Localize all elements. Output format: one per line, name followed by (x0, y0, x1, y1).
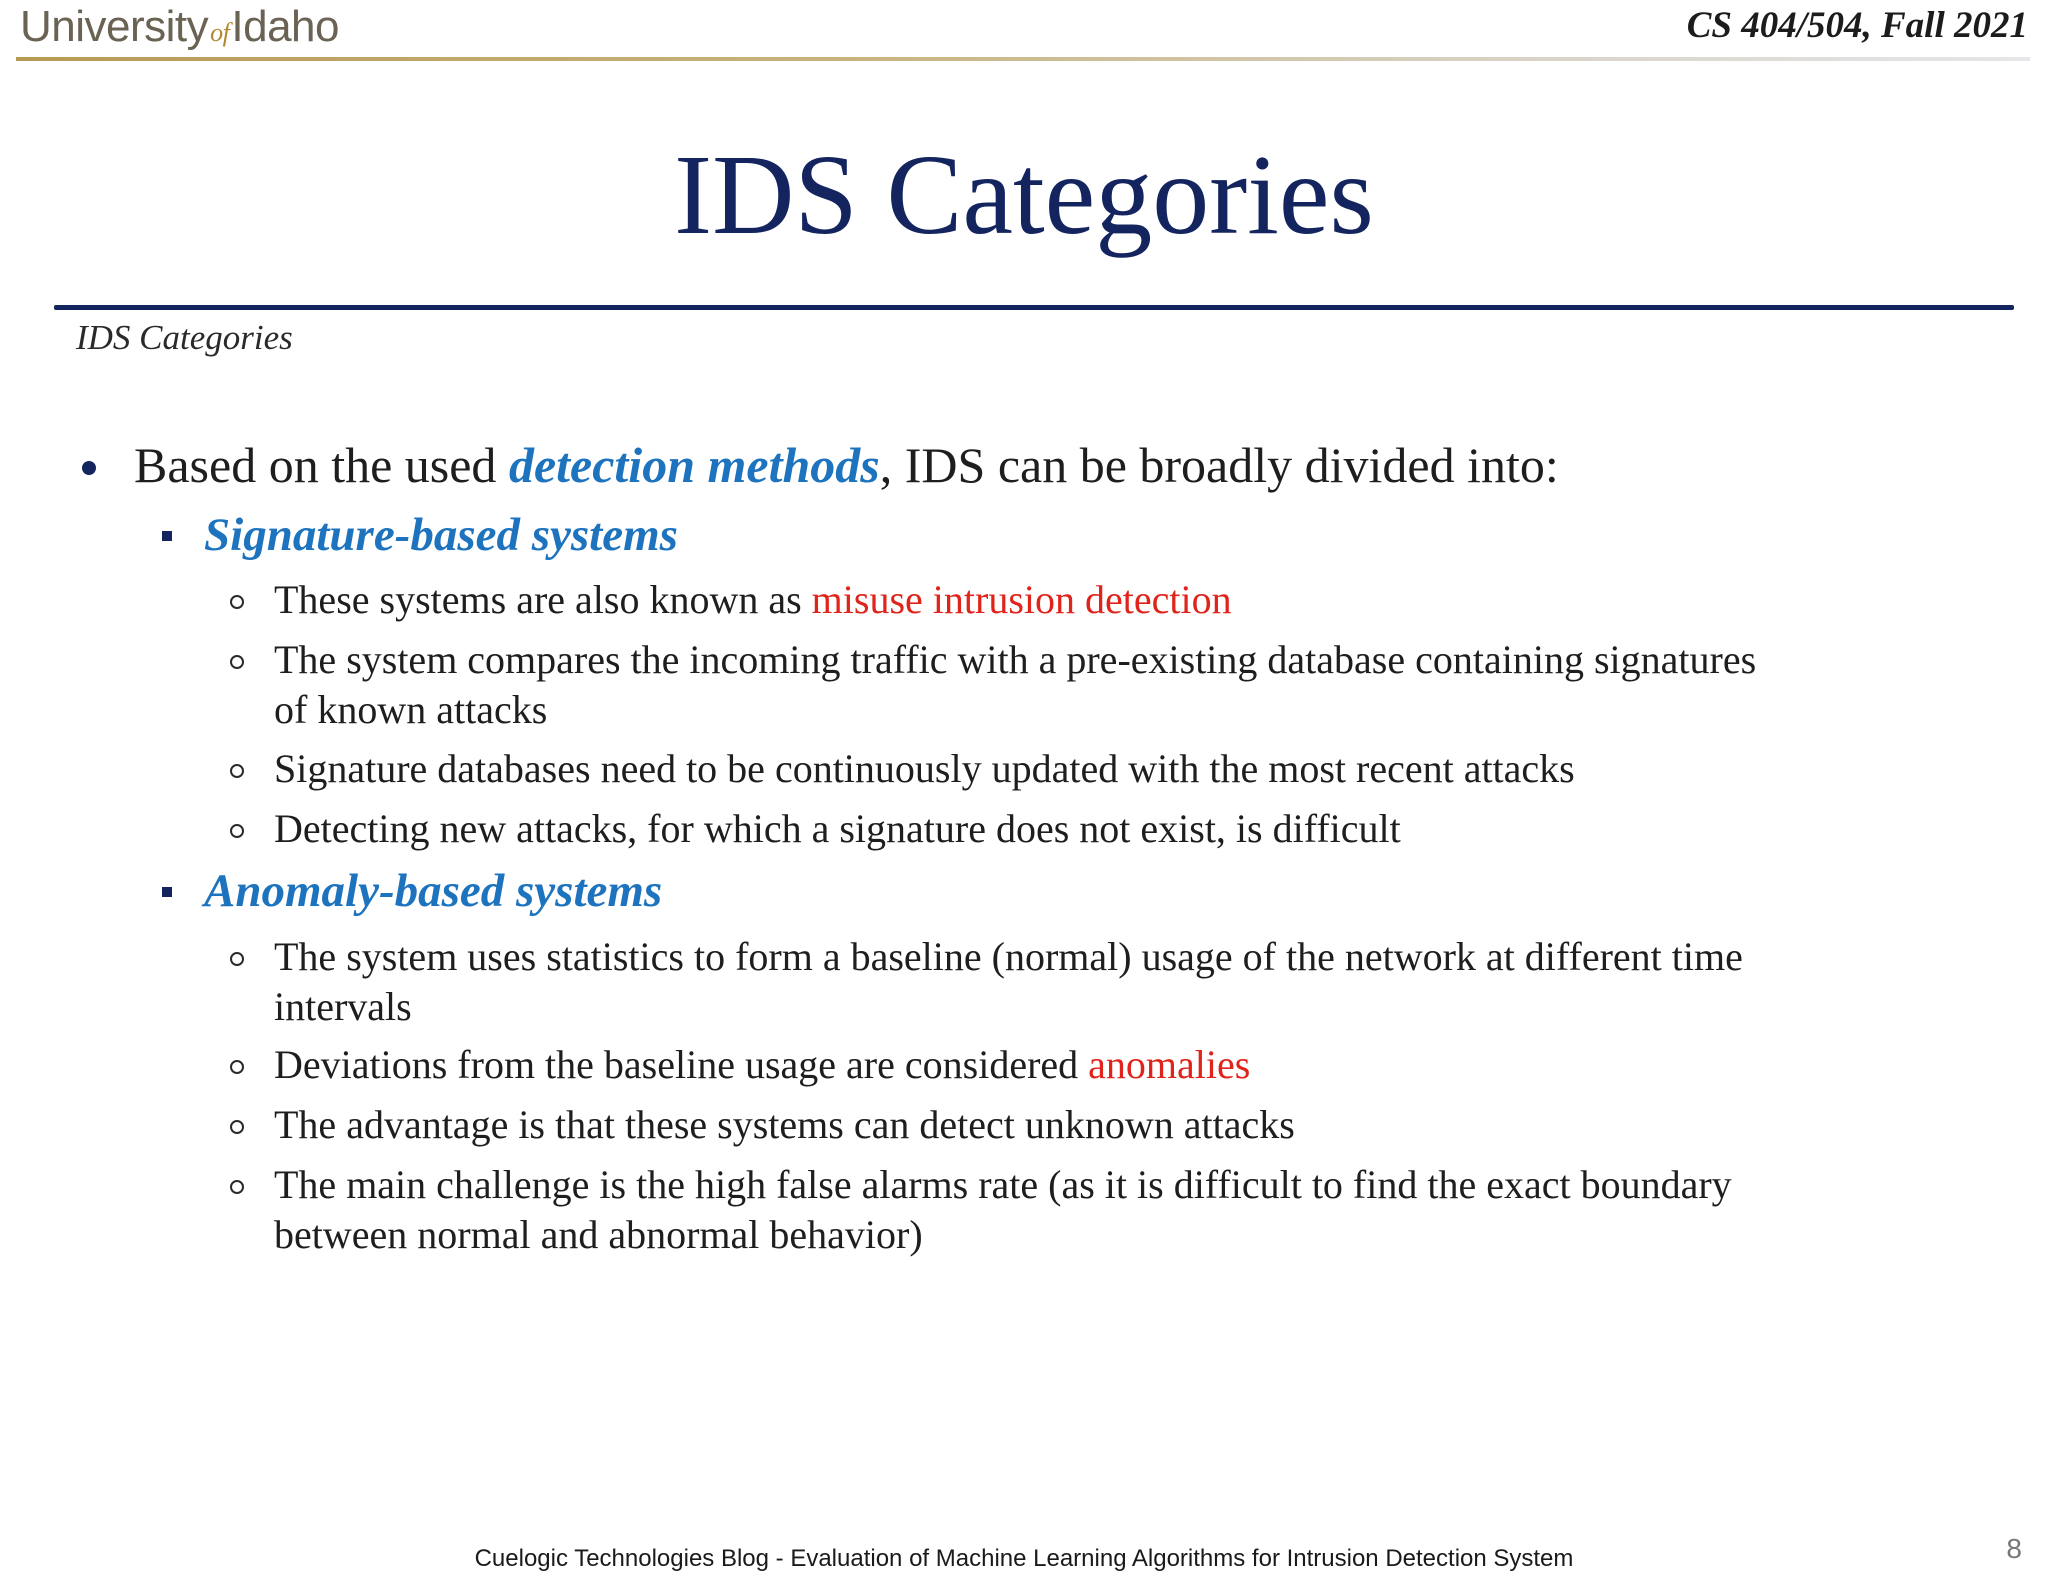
anomaly-item-1-line-1: The system uses statistics to form a baseline (normal) usage of the network at different time (274, 934, 1743, 979)
page-number: 8 (2006, 1533, 2022, 1564)
bullet-circle-icon (230, 655, 244, 669)
bullet-circle-icon (230, 1060, 244, 1074)
signature-item-2-line-1: The system compares the incoming traffic with a pre-existing database containing signatures (274, 637, 1757, 682)
anomaly-item-3: The advantage is that these systems can detect unknown attacks (274, 1102, 1295, 1147)
anomaly-item-4-line-1: The main challenge is the high false alarms rate (as it is difficult to find the exact boundary (274, 1162, 1732, 1207)
bullet-circle-icon (230, 1120, 244, 1134)
anomaly-item-4-line-2: between normal and abnormal behavior) (274, 1212, 923, 1257)
signature-item-1 (274, 576, 1232, 623)
signature-heading: Signature-based systems (204, 509, 678, 561)
intro-suffix: , IDS can be broadly divided into: (879, 437, 1559, 493)
bullet-circle-icon (230, 764, 244, 778)
anomaly-item-2 (274, 1041, 1250, 1088)
bullet-circle-icon (230, 824, 244, 838)
bullet-dot-icon (82, 461, 96, 475)
anomaly-item-2-emphasis: anomalies (1088, 1042, 1251, 1087)
bullet-circle-icon (230, 952, 244, 966)
header-divider (16, 57, 2030, 61)
anomaly-item-1-line-2: intervals (274, 984, 412, 1029)
signature-item-1-prefix: These systems are also known as (274, 577, 812, 622)
bullet-circle-icon (230, 595, 244, 609)
bullet-circle-icon (230, 1180, 244, 1194)
signature-item-1-emphasis: misuse intrusion detection (811, 577, 1232, 622)
university-logo (20, 2, 339, 52)
slide-title: IDS Categories (674, 131, 1374, 258)
intro-prefix: Based on the used (134, 437, 509, 493)
anomaly-item-2-prefix: Deviations from the baseline usage are considered (274, 1042, 1089, 1087)
signature-item-3: Signature databases need to be continuously updated with the most recent attacks (274, 746, 1575, 791)
section-subtitle: IDS Categories (76, 318, 293, 357)
logo-text-university: University (20, 2, 209, 51)
logo-text-idaho: Idaho (231, 2, 339, 51)
anomaly-heading: Anomaly-based systems (204, 865, 663, 917)
logo-text-of: of (210, 18, 230, 47)
signature-item-4: Detecting new attacks, for which a signature does not exist, is difficult (274, 806, 1401, 851)
footer-source: Cuelogic Technologies Blog - Evaluation of Machine Learning Algorithms for Intrusion Detection System (474, 1545, 1574, 1572)
course-label: CS 404/504, Fall 2021 (1686, 5, 2028, 46)
intro-emphasis: detection methods (508, 437, 880, 493)
bullet-square-icon (162, 887, 172, 897)
signature-item-2-line-2: of known attacks (274, 687, 548, 732)
intro-line (134, 436, 1559, 494)
bullet-square-icon (162, 531, 172, 541)
title-divider (54, 305, 2014, 310)
